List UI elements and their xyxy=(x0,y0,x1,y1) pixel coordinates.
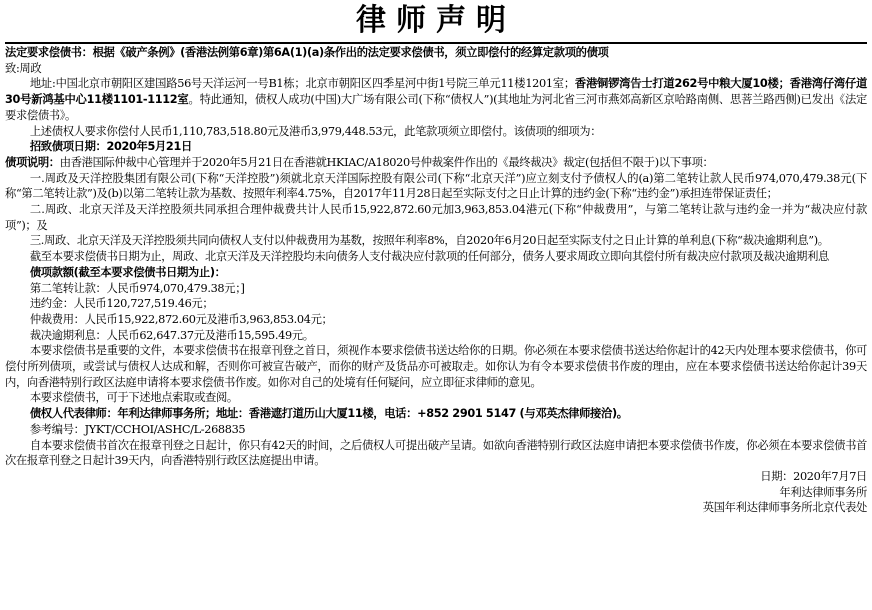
important-paragraph: 本要求偿债书是重要的文件，本要求偿债书在报章刊登之首日，须视作本要求偿债书送达给你的日期。你必须在本要求偿债书送达给你起计的42天内处理本要求偿债书，你可偿付所列债项，或尝试与债权人达成和解，否则你可被宣告破产，而你的财产及货品亦可被取走。如你认为有令本要求偿债书作废的理由，应在本要求偿债书送达给你起计39天内，向香港特别行政区法庭申请将本要求偿债书作废。如你对自己的处境有任何疑问，应立即征求律师的意见。 xyxy=(5,344,867,389)
demand-paragraph: 上述债权人要求你偿付人民币1,110,783,518.80元及港币3,979,448.53元，此笔款项须立即偿付。该债项的细项为： xyxy=(29,124,602,138)
address-text-2: 。特此通知，债权人成功(中国)大广场有限公司(下称“债权人”)(其地址为河北省三河市燕郊高新区京哈路南侧、思菩兰路西侧)已发出《法定要求偿债书》。 xyxy=(5,93,868,122)
notice-body xyxy=(5,45,867,516)
reference-number: 参考编号：JYKT/CCHOI/ASHC/L-268835 xyxy=(29,422,246,436)
law-firm-office: 英国年利达律师事务所北京代表处 xyxy=(702,501,867,515)
law-firm-name: 年利达律师事务所 xyxy=(779,485,867,499)
address-text-1: 中国北京市朝阳区建国路56号天洋运河一号B1栋；北京市朝阳区四季星河中街1号院三单元11楼1201室； xyxy=(55,77,575,91)
notice-date: 日期：2020年7月7日 xyxy=(760,469,867,483)
debt-description xyxy=(5,155,867,171)
amount-transfer: 第二笔转让款：人民币974,070,479.38元；] xyxy=(29,281,245,295)
signature-block xyxy=(5,469,867,516)
final-paragraph: 自本要求偿债书首次在报章刊登之日起计，你只有42天的时间，之后债权人可提出破产呈请。如欲向香港特别行政区法庭申请把本要求偿债书作废，你必须在本要求偿债书首次在报章刊登之日起计39天内，向香港特别行政区法庭提出申请。 xyxy=(5,438,867,468)
address-paragraph xyxy=(5,76,867,123)
debt-description-label: 债项说明： xyxy=(5,155,60,169)
debt-description-text: 由香港国际仲裁中心管理并于2020年5月21日在香港就HKIAC/A18020号仲裁案件作出的《最终裁决》裁定(包括但不限于)以下事项： xyxy=(59,155,714,169)
ruling-item-2: 二.周政、北京天洋及天洋控股须共同承担合理仲裁费共计人民币15,922,872.60元加3,963,853.04港元(下称“仲裁费用”，与第二笔转让款与违约金一并为“裁决应付款项”)；及 xyxy=(5,203,867,232)
title-divider xyxy=(5,42,867,44)
amounts-heading: 债项款额(截至本要求偿债书日期为止)： xyxy=(29,265,226,279)
ruling-item-1: 一.周政及天洋控股集团有限公司(下称“天洋控股”)须就北京天洋国际控股有限公司(下称“北京天洋”)应立刻支付予债权人的(a)第二笔转让款人民币974,070,479.38元(下称“第二笔转让款”)及(b)以第二笔转让款为基数、按照年利率4.75%，自2017年11月28日起至实际支付之日止计算的违约金(下称“违约金”)承担连带保证责任； xyxy=(5,171,867,201)
amount-overdue-interest: 裁决逾期利息：人民币62,647.37元及港币15,595.49元。 xyxy=(29,328,314,342)
address-label: 地址: xyxy=(29,77,56,91)
representative-line: 债权人代表律师：年利达律师事务所；地址：香港遮打道历山大厦11楼，电话：+852 2901 5147 (与邓英杰律师接洽)。 xyxy=(29,407,628,421)
recipient-line: 致:周政 xyxy=(5,61,42,75)
legal-notice xyxy=(0,3,872,610)
debt-date: 招致债项日期：2020年5月21日 xyxy=(29,140,192,154)
ruling-item-3: 三.周政、北京天洋及天洋控股须共同向债权人支付以仲裁费用为基数，按照年利率8%，自2020年6月20日起至实际支付之日止计算的单利息(下称“裁决逾期利息”)。 xyxy=(29,234,829,248)
amount-penalty: 违约金：人民币120,727,519.46元； xyxy=(29,297,214,311)
address-text-bold: 香港铜锣湾告士打道262号中粮大厦10楼；香港湾仔湾仔道30号新鸿基中心11楼1101-1112室 xyxy=(5,77,867,107)
notice-title: 律师声明 xyxy=(356,3,516,38)
cutoff-paragraph: 截至本要求偿债书日期为止，周政、北京天洋及天洋控股均未向债务人支付裁决应付款项的任何部分，债务人要求周政立即向其偿付所有裁决应付款项及裁决逾期利息 xyxy=(29,250,829,264)
notice-heading: 法定要求偿债书：根据《破产条例》(香港法例第6章)第6A(1)(a)条作出的法定要求偿债书，须立即偿付的经算定款项的债项 xyxy=(5,46,609,59)
amount-arbitration-fee: 仲裁费用：人民币15,922,872.60元及港币3,963,853.04元； xyxy=(29,312,333,326)
copy-availability: 本要求偿债书，可于下述地点索取或查阅。 xyxy=(29,391,238,405)
